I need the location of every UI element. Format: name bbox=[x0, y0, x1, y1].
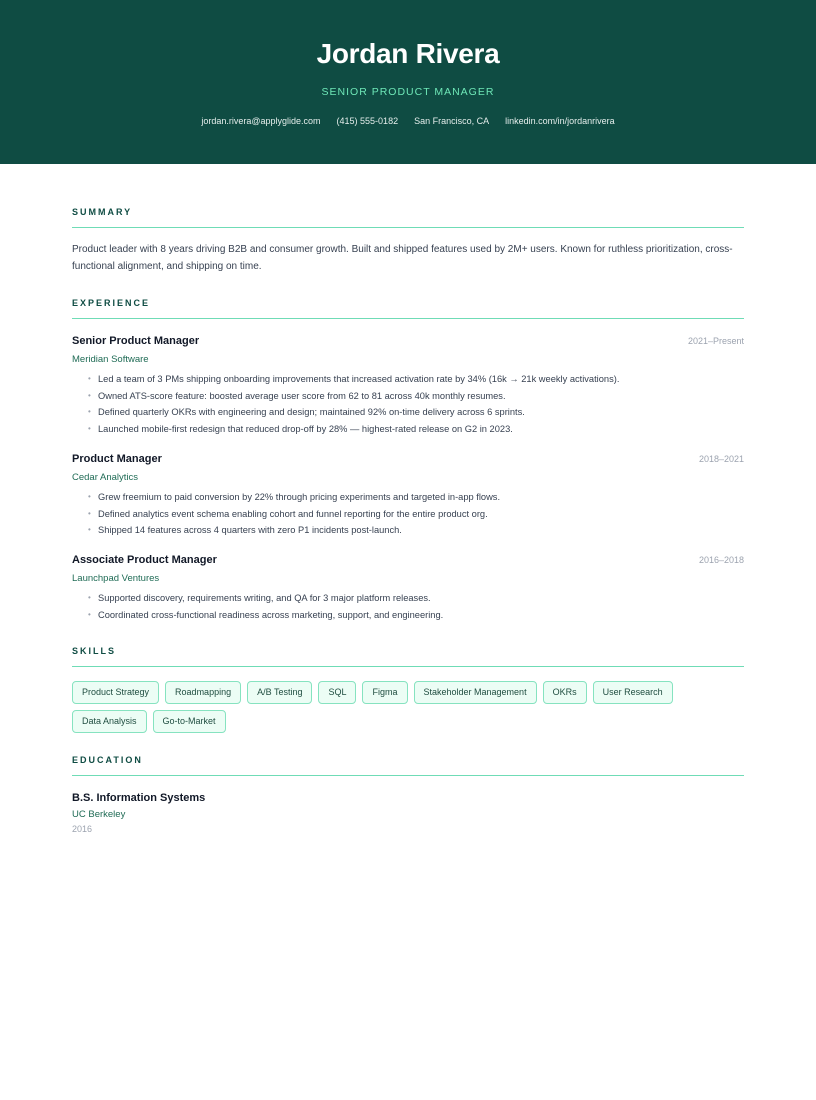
skill-tag: Roadmapping bbox=[165, 681, 241, 704]
contact-location: San Francisco, CA bbox=[414, 116, 490, 126]
section-divider bbox=[72, 318, 744, 319]
section-divider bbox=[72, 227, 744, 228]
section-heading: EDUCATION bbox=[72, 755, 143, 765]
contact-info bbox=[0, 116, 816, 126]
skill-tag: Stakeholder Management bbox=[414, 681, 537, 704]
education-year: 2016 bbox=[72, 824, 93, 834]
education-school: UC Berkeley bbox=[72, 809, 126, 820]
skills-section bbox=[72, 646, 744, 733]
job-dates: 2021–Present bbox=[687, 336, 744, 346]
job-entry bbox=[72, 554, 744, 623]
skill-tag: Figma bbox=[362, 681, 407, 704]
bullet-item: • Shipped 14 features across 4 quarters with zero P1 incidents post-launch. bbox=[88, 522, 744, 539]
contact-linkedin[interactable]: linkedin.com/in/jordanrivera bbox=[505, 116, 615, 126]
summary-section bbox=[72, 207, 744, 275]
bullet-item: • Led a team of 3 PMs shipping onboarding improvements that increased activation rate by 34% (16k → 21k weekly activations). bbox=[88, 371, 744, 388]
bullet-item: • Supported discovery, requirements writing, and QA for 3 major platform releases. bbox=[88, 590, 744, 607]
skill-tag: Product Strategy bbox=[72, 681, 159, 704]
job-title: Product Manager bbox=[72, 452, 162, 465]
skill-tag: A/B Testing bbox=[247, 681, 312, 704]
section-divider bbox=[72, 666, 744, 667]
job-title: Associate Product Manager bbox=[72, 553, 217, 566]
bullet-item: • Defined quarterly OKRs with engineering and design; maintained 92% on-time delivery across 6 sprints. bbox=[88, 404, 744, 421]
job-dates: 2016–2018 bbox=[698, 554, 744, 565]
skill-tag: Data Analysis bbox=[72, 710, 147, 733]
job-entry bbox=[72, 335, 744, 438]
contact-phone[interactable]: (415) 555-0182 bbox=[336, 116, 399, 126]
candidate-title: SENIOR PRODUCT MANAGER bbox=[321, 86, 495, 98]
skill-tag: Go-to-Market bbox=[153, 710, 226, 733]
skill-tag: User Research bbox=[593, 681, 673, 704]
section-heading: SKILLS bbox=[72, 646, 117, 656]
skill-tag: SQL bbox=[318, 681, 356, 704]
job-company: Cedar Analytics bbox=[72, 471, 139, 483]
section-divider bbox=[72, 775, 744, 776]
skill-tag: OKRs bbox=[543, 681, 587, 704]
section-heading: EXPERIENCE bbox=[72, 298, 151, 308]
bullet-item: • Grew freemium to paid conversion by 22% through pricing experiments and targeted in-app flows. bbox=[88, 489, 744, 506]
job-company: Launchpad Ventures bbox=[72, 572, 160, 584]
job-entry bbox=[72, 453, 744, 539]
job-bullets bbox=[72, 590, 744, 623]
summary-text: Product leader with 8 years driving B2B and consumer growth. Built and shipped features used by 2M+ users. Known for ruthless prioritization, cross-functional alignment, and shipping on time. bbox=[72, 244, 733, 272]
education-degree: B.S. Information Systems bbox=[72, 792, 206, 804]
bullet-item: • Defined analytics event schema enabling cohort and funnel reporting for the entire product org. bbox=[88, 506, 744, 523]
bullet-item: • Owned ATS-score feature: boosted average user score from 62 to 81 across 40k monthly resumes. bbox=[88, 388, 744, 405]
candidate-name: Jordan Rivera bbox=[316, 38, 500, 69]
job-title: Senior Product Manager bbox=[72, 335, 200, 347]
job-bullets bbox=[72, 489, 744, 539]
resume-header bbox=[0, 0, 816, 164]
job-dates: 2018–2021 bbox=[698, 453, 744, 464]
bullet-item: • Launched mobile-first redesign that reduced drop-off by 28% — highest-rated release on G2 in 2023. bbox=[88, 421, 744, 438]
skills-list bbox=[72, 681, 692, 733]
bullet-item: • Coordinated cross-functional readiness across marketing, support, and engineering. bbox=[88, 607, 744, 624]
contact-email[interactable]: jordan.rivera@applyglide.com bbox=[201, 116, 321, 126]
section-heading: SUMMARY bbox=[72, 207, 133, 217]
education-section bbox=[72, 755, 744, 834]
experience-section bbox=[72, 298, 744, 623]
job-company: Meridian Software bbox=[72, 354, 149, 365]
job-bullets bbox=[72, 371, 744, 438]
